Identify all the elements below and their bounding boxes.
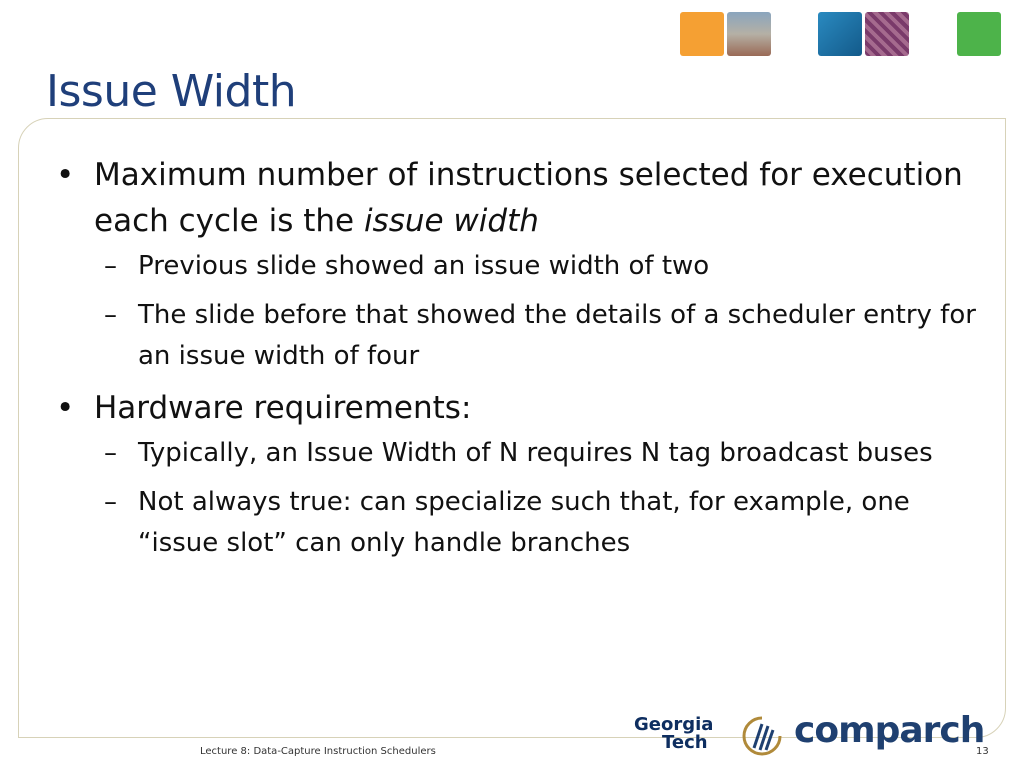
circuit-photo-tile <box>865 12 909 56</box>
comparch-emblem-icon <box>740 714 784 758</box>
bullet-item <box>56 385 976 431</box>
building-photo-tile <box>727 12 771 56</box>
orange-tile <box>680 12 724 56</box>
comparch-logo: comparch <box>794 710 985 751</box>
slide-title: Issue Width <box>46 66 297 117</box>
sub-bullet-text: Previous slide showed an issue width of two <box>138 251 710 281</box>
sub-bullet-item <box>56 482 976 564</box>
header-tiles <box>0 12 1024 58</box>
sub-bullet-dash: – <box>104 438 117 468</box>
bullet-dot: • <box>56 157 75 193</box>
gt-logo-line1: Georgia <box>634 714 714 735</box>
bullet-text: Maximum number of instructions selected for execution each cycle is the <box>94 157 963 239</box>
georgia-tech-logo <box>634 716 726 756</box>
gt-logo-line2: Tech <box>662 732 708 753</box>
footer-lecture: Lecture 8: Data-Capture Instruction Schedulers <box>200 746 436 757</box>
sub-bullet-dash: – <box>104 300 117 330</box>
sub-bullet-item <box>56 246 976 287</box>
bullet-dot: • <box>56 390 75 426</box>
bullet-text: Hardware requirements: <box>94 390 472 426</box>
sub-bullet-item <box>56 433 976 474</box>
page-number: 13 <box>976 746 989 757</box>
blue-tile <box>818 12 862 56</box>
sub-bullet-dash: – <box>104 487 117 517</box>
bullet-list <box>56 152 976 572</box>
sub-bullet-item <box>56 295 976 377</box>
sub-bullet-text: The slide before that showed the details of a scheduler entry for an issue width of four <box>138 300 976 371</box>
green-tile <box>957 12 1001 56</box>
sub-bullet-text: Not always true: can specialize such that, for example, one “issue slot” can only handle branches <box>138 487 910 558</box>
sub-bullet-text: Typically, an Issue Width of N requires N tag broadcast buses <box>138 438 933 468</box>
bullet-emphasis: issue width <box>363 203 539 239</box>
sub-bullet-dash: – <box>104 251 117 281</box>
bullet-item <box>56 152 976 244</box>
